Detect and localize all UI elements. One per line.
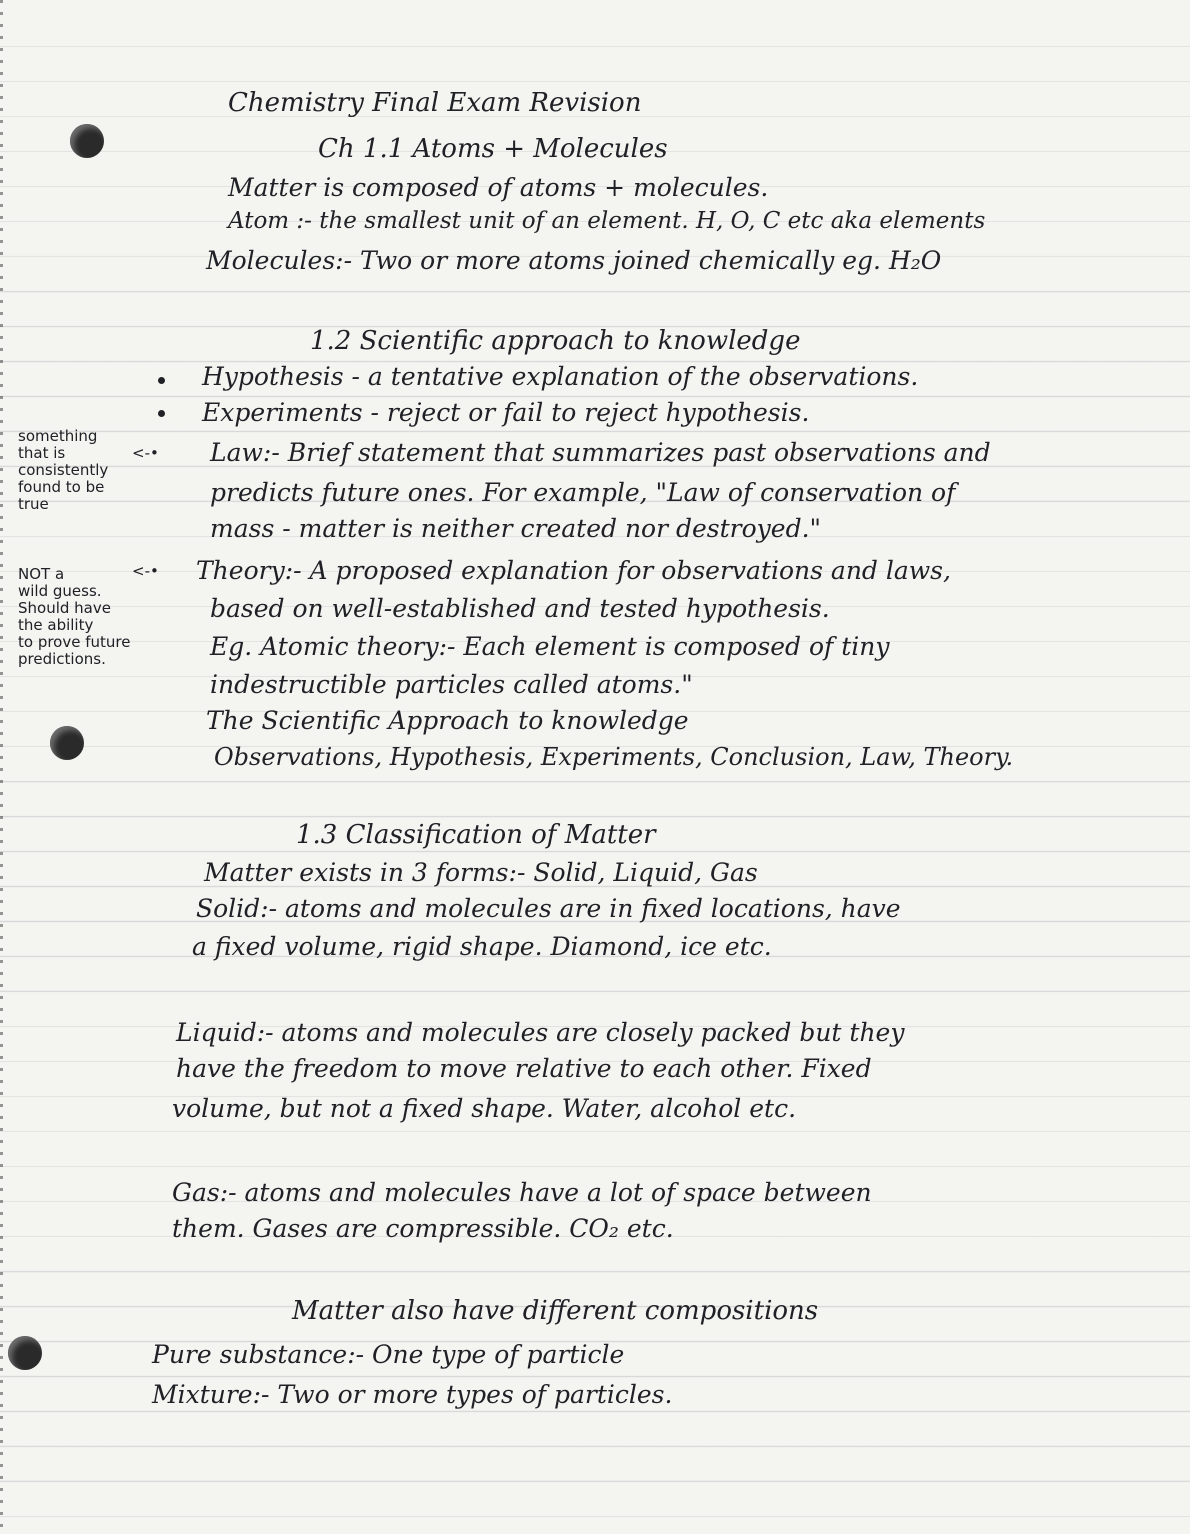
text-line: Liquid:- atoms and molecules are closely packed but they [176, 1018, 905, 1047]
page-edge [0, 0, 3, 1534]
text-line: Matter exists in 3 forms:- Solid, Liquid, Gas [204, 858, 758, 887]
margin-note-line: that is [18, 444, 66, 462]
section-heading-1-2: 1.2 Scientific approach to knowledge [310, 326, 801, 356]
text-line: Atom :- the smallest unit of an element. H, O, C etc aka elements [228, 208, 986, 234]
text-line: Law:- Brief statement that summarizes past observations and [210, 438, 991, 467]
margin-note-line: found to be [18, 478, 105, 496]
text-line: indestructible particles called atoms." [210, 670, 693, 699]
text-line: Matter is composed of atoms + molecules. [228, 173, 769, 202]
text-line: Theory:- A proposed explanation for observations and laws, [196, 556, 951, 585]
text-line: have the freedom to move relative to each other. Fixed [176, 1054, 872, 1083]
margin-note-line: Should have [18, 599, 111, 617]
text-line: them. Gases are compressible. CO₂ etc. [172, 1214, 674, 1243]
text-line: Mixture:- Two or more types of particles. [152, 1380, 673, 1409]
binder-hole-icon [50, 726, 84, 760]
text-line: based on well-established and tested hypothesis. [210, 594, 830, 623]
margin-note-line: wild guess. [18, 582, 102, 600]
text-line: volume, but not a fixed shape. Water, alcohol etc. [172, 1094, 797, 1123]
binder-hole-icon [8, 1336, 42, 1370]
text-line: mass - matter is neither created nor destroyed." [210, 514, 822, 543]
binder-hole-icon [70, 124, 104, 158]
text-line: Solid:- atoms and molecules are in fixed locations, have [196, 894, 901, 923]
page-title: Chemistry Final Exam Revision [228, 88, 642, 118]
margin-note-line: true [18, 495, 49, 513]
arrow-icon: <-• [132, 444, 159, 462]
margin-note-line: something [18, 427, 98, 445]
bullet-icon [158, 377, 165, 384]
text-line: The Scientific Approach to knowledge [206, 706, 689, 735]
margin-note-line: predictions. [18, 650, 106, 668]
section-heading-1-1: Ch 1.1 Atoms + Molecules [318, 134, 668, 164]
text-line: Observations, Hypothesis, Experiments, Conclusion, Law, Theory. [214, 743, 1014, 771]
text-line: Hypothesis - a tentative explanation of the observations. [202, 362, 919, 391]
text-line: Gas:- atoms and molecules have a lot of space between [172, 1178, 872, 1207]
section-heading-1-3: 1.3 Classification of Matter [296, 820, 656, 850]
margin-note-law [18, 428, 108, 513]
text-line: a fixed volume, rigid shape. Diamond, ice etc. [192, 932, 772, 961]
margin-note-line: NOT a [18, 565, 65, 583]
compositions-heading: Matter also have different compositions [292, 1296, 819, 1326]
margin-note-line: to prove future [18, 633, 131, 651]
text-line: Molecules:- Two or more atoms joined chemically eg. H₂O [206, 246, 942, 275]
text-line: Eg. Atomic theory:- Each element is composed of tiny [210, 632, 890, 661]
margin-note-line: the ability [18, 616, 94, 634]
margin-note-line: consistently [18, 461, 109, 479]
text-line: predicts future ones. For example, "Law of conservation of [210, 478, 956, 507]
text-line: Pure substance:- One type of particle [152, 1340, 625, 1369]
text-line: Experiments - reject or fail to reject hypothesis. [202, 398, 810, 427]
arrow-icon: <-• [132, 562, 159, 580]
bullet-icon [158, 410, 165, 417]
margin-note-theory [18, 566, 130, 668]
